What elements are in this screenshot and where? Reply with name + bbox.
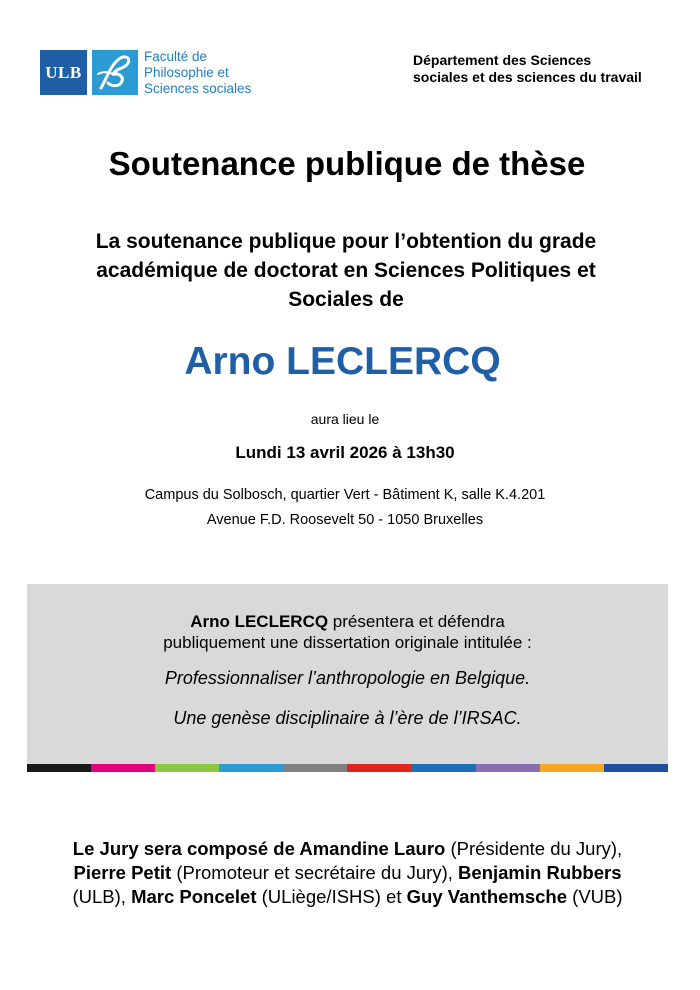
jury-composition [30,837,665,909]
defense-date: Lundi 13 avril 2026 à 13h30 [235,443,455,462]
color-bar-segment [219,764,283,772]
jury-member-name: Benjamin Rubbers [458,862,622,883]
presentation-text: présentera et défendra [328,612,505,631]
aura-lieu-text: aura lieu le [310,411,380,427]
color-bar [27,764,668,772]
faculty-name [144,49,251,97]
jury-member-role: (Présidente du Jury), [445,838,623,859]
color-bar-segment [283,764,347,772]
presentation-box [27,584,668,764]
faculty-line: Faculté de [144,49,208,64]
color-bar-segment [91,764,155,772]
location-line-1: Campus du Solbosch, quartier Vert - Bâtiment K, salle K.4.201 [144,487,546,503]
jury-member-role: (ULiège/ISHS) et [256,886,407,907]
department-line: Département des Sciences [413,52,592,68]
jury-member-role: (VUB) [567,886,623,907]
department-line: sociales et des sciences du travail [413,69,642,85]
thesis-title-line-1: Professionnaliser l’anthropologie en Belgique. [164,668,531,688]
jury-member-name: Pierre Petit [73,862,172,883]
thesis-title-line-2: Une genèse disciplinaire à l’ère de l’IRSAC. [173,708,522,728]
jury-member-role: (ULB), [72,886,132,907]
color-bar-segment [412,764,476,772]
jury-member-role: (Promoteur et secrétaire du Jury), [171,862,459,883]
jury-member-name: Marc Poncelet [131,886,257,907]
intro-line: académique de doctorat en Sciences Politiques et [96,259,596,282]
presentation-line-2: publiquement une dissertation originale intitulée : [163,633,532,652]
presentation-line-1 [27,612,668,632]
header [0,0,700,110]
jury-member-name: Guy Vanthemsche [406,886,568,907]
jury-member-name: Amandine Lauro [299,838,446,859]
color-bar-segment [155,764,219,772]
faculty-logo-icon [92,50,138,95]
color-bar-segment [27,764,91,772]
ulb-logo [40,50,87,95]
intro-line: La soutenance publique pour l’obtention du grade [95,230,597,253]
jury-intro: Le Jury sera composé de [72,838,300,859]
intro-text [40,227,652,314]
color-bar-segment [540,764,604,772]
candidate-name: Arno LECLERCQ [184,340,501,383]
page-title: Soutenance publique de thèse [108,145,586,182]
color-bar-segment [347,764,411,772]
location-line-2: Avenue F.D. Roosevelt 50 - 1050 Bruxelles [206,512,484,528]
color-bar-segment [476,764,540,772]
presenter-name: Arno LECLERCQ [190,612,329,631]
color-bar-segment [604,764,668,772]
faculty-line: Philosophie et [144,65,229,80]
intro-line: Sociales de [288,288,404,311]
faculty-line: Sciences sociales [144,81,252,96]
ulb-logo-text: ULB [45,62,82,82]
department-name [413,52,642,86]
